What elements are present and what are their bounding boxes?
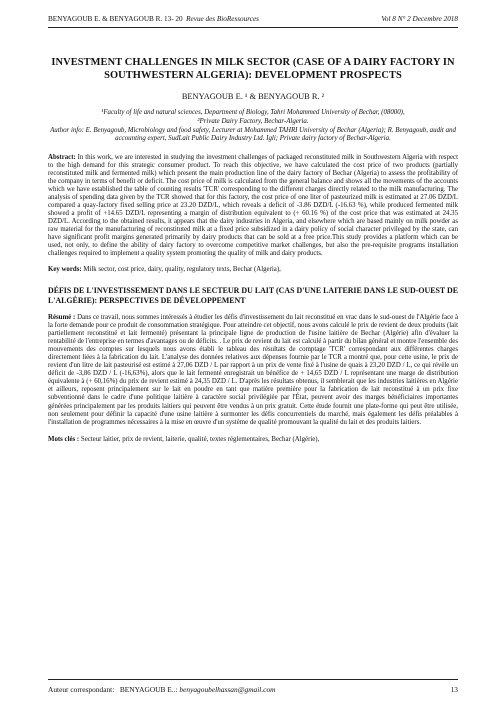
resume-label: Résumé :: [48, 314, 76, 321]
header-volume: Vol 8 N° 2 Decembre 2018: [381, 15, 458, 23]
header-authors-pages: BENYAGOUB E. & BENYAGOUB R. 13- 20: [48, 15, 183, 23]
abstract: [48, 154, 458, 259]
author-email[interactable]: benyagoubelhassan@gmail.com: [179, 685, 276, 694]
running-header: [48, 14, 458, 28]
corresponding-author: [48, 685, 276, 695]
abstract-text: In this work, we are interested in studying the investment challenges of packaged reconstituted milk in Southwestern Algeria with respect to the high demand for this strategic consumer product. To reach this objective, we have calculated the cost price of two products (partially reconstituted milk and fermented milk) which present the main production line of the dairy factory of Bechar (Algeria) to assess the profitability of the company in terms of benefit or deficit. The cost price of milk is calculated from the general balance and shows all the movements of the accounts which we have established the table of counting results 'TCR' corresponding to the different charges directly related to the milk manufacturing. The analysis of spending data given by the TCR showed that for this factory, the cost price of one liter of pasteurized milk is estimated at 27.06 DZD/L compared a quay-factory fixed selling price at 23.20 DZD/L, which reveals a deficit of -3.86 DZD/L (-16.63 %), while produced fermented milk showed a profit of +14.65 DZD/L representing a margin of distribution equivalent to (+ 60.16 %) of the cost price that was estimated at 24.35 DZD/L. According to the obtained results, it appears that the dairy industries in Algeria, and elsewhere which are based mainly on milk powder as raw material for the manufacturing of reconstituted milk at a fixed price subsidized in a dairy policy of social character privileged by the state, can have significant profit margins generated primarily by dairy products that can be sold at a free price.This study provides a platform which can be used, not only, to define the ability of dairy factory to overcome competitive market challenges, but also the pre-requisite programs installation challenges required to implement a quality system promoting the quality of milk and dairy products.: [48, 153, 458, 258]
footer: [48, 679, 458, 695]
french-title: DÉFIS DE L'INVESTISSEMENT DANS LE SECTEUR DU LAIT (CAS D'UNE LAITERIE DANS LE SUD-OUEST DE L'ALGÉRIE): PERSPECTIVES DE DÉVELOPPEMENT: [48, 285, 458, 305]
affiliation-1: ¹Faculty of life and natural sciences, Department of Biology, Tahri Mohammed University of Bechar, (08000),: [101, 109, 405, 117]
keywords-text: Milk sector, cost price, dairy, quality, regulatory texts, Bechar (Algeria),: [83, 266, 281, 274]
footer-label: Auteur correspondant:: [48, 685, 115, 694]
motscles-label: Mots clés :: [48, 435, 80, 443]
resume: [48, 314, 458, 427]
mots-cles: [48, 436, 458, 444]
page-number: 13: [450, 685, 458, 694]
motscles-text: Secteur laitier, prix de revient, laiterie, qualité, textes réglementaires, Bechar (Algérie),: [80, 435, 320, 443]
keywords-label: Key words:: [48, 266, 82, 274]
header-journal: Revue des BioRessources: [186, 15, 259, 23]
resume-text: Dans ce travail, nous sommes intéressés à étudier les défis d'investissement du lait reconstitué en vrac dans le sud-ouest de l'Algérie face à la forte demande pour ce produit de consommation stratégique. Pour atteindre cet objectif, nous avons calculé le prix de revient de deux produits (lait partiellement reconstitué et lait fermenté) présentant la principale ligne de production de l'usine laitière de Bechar (Algérie) afin d'évaluer la rentabilité de l'entreprise en termes d'avantages ou de déficits. . Le prix de revient du lait est calculé à partir du bilan général et montre l'ensemble des mouvements des comptes sur lesquels nous avons établi le tableau des résultats de comptage 'TCR' correspondant aux différentes charges directement liées à la fabrication du lait. L'analyse des données relatives aux dépenses fournie par le TCR a montré que, pour cette usine, le prix de revient d'un litre de lait pasteurisé est estimé à 27,06 DZD / L par rapport à un prix de vente fixé à l'usine de quais à 23,20 DZD / L, ce qui révèle un déficit de -3,86 DZD / L (-16,63%), alors que le lait fermenté enregistrait un bénéfice de + 14,65 DZD / L représentant une marge de distribution équivalente à (+ 60,16%) du prix de revient estimé à 24,35 DZD / L. D'après les résultats obtenus, il semblerait que les industries laitières en Algérie et ailleurs, reposent principalement sur le lait en poudre en tant que matière première pour la fabrication de lait reconstitué à un prix fixe subventionné dans le cadre d'une politique laitière à caractère social privilégiée par l'État, peuvent avoir des marges bénéficiaires importantes générées principalement par les produits laitiers qui peuvent être vendus à un prix gratuit. Cette étude fournit une plate-forme qui peut être utilisée, non seulement pour définir la capacité d'une usine laitière à surmonter les défis concurrentiels du marché, mais également les défis préalables à l'installation de programmes nécessaires à la mise en œuvre d'un système de qualité promouvant la qualité du lait et des produits laitiers.: [48, 314, 458, 426]
affiliation-2: ²Private Dairy Factory, Bechar-Algeria.: [197, 118, 309, 125]
keywords: [48, 266, 458, 274]
paper-title: INVESTMENT CHALLENGES IN MILK SECTOR (CASE OF A DAIRY FACTORY IN SOUTHWESTERN ALGERIA): DEVELOPMENT PROSPECTS: [51, 57, 455, 82]
author-line: BENYAGOUB E. ¹ & BENYAGOUB R. ²: [181, 92, 325, 102]
affiliations: [48, 109, 458, 143]
header-left: [48, 14, 259, 24]
abstract-label: Abstract:: [48, 153, 76, 161]
author-info: Author info: E. Benyagoub, Microbiology and food safety, Lecturer at Mohammed TAHRI University of Bechar (Algeria); R. Benyagoub, audit and accounting expert, SudLait Public Dairy Industry Ltd. Igli; Private dairy factory of Bechar-Algeria.: [50, 126, 456, 143]
footer-author: BENYAGOUB E..:: [119, 685, 178, 694]
